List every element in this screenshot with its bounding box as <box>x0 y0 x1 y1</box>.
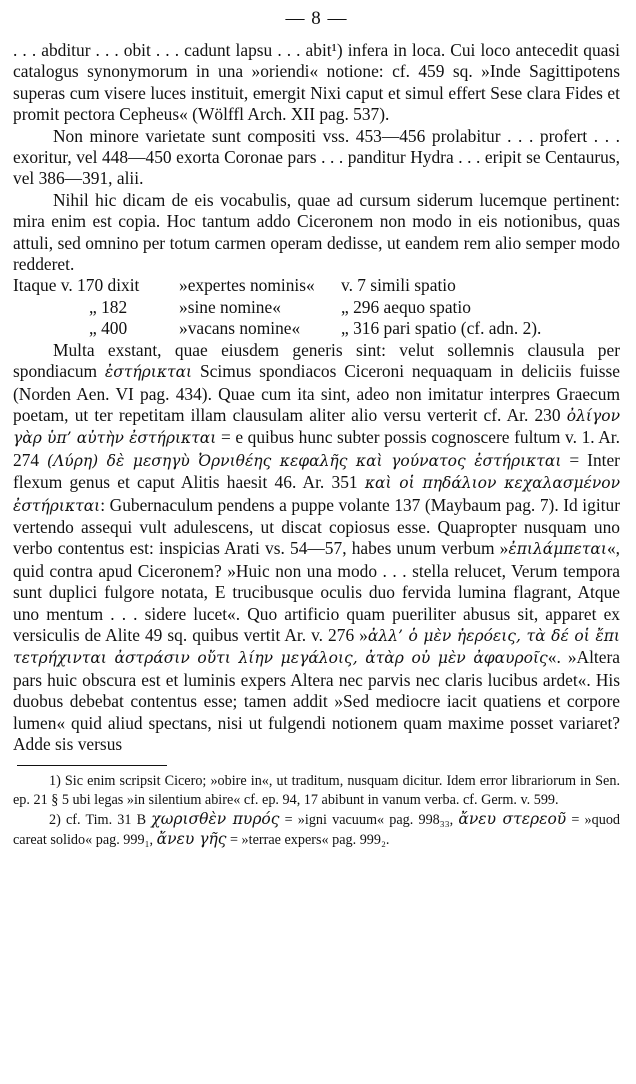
paragraph-multa <box>13 340 620 756</box>
list-mid: »vacans nomine« <box>179 318 301 339</box>
list-mid: »sine nomine« <box>179 296 281 317</box>
text-segment: Scimus spondiacos Ciceroni nequaquam in deliciis fuisse (Norden Aen. VI pag. 434). Quae cum ita sint, adeo non imitatur interpres Graecum poetam, ut ter repetitam illam clausulam aliter alio versu verterit cf. Ar. 230 <box>13 361 620 425</box>
list-left: „ 400 <box>89 318 128 339</box>
text-segment: = »quod careat solido« pag. 999₁, <box>13 812 621 849</box>
text-segment: = e quibus hunc subter possis cognoscere fultum v. 1. Ar. 274 <box>13 427 620 470</box>
greek-quote: (Λύρη) δὲ μεσηγὺ Ὀρνιθέης κεφαλῆς καὶ γούνατος ἐστήρικται <box>47 451 562 470</box>
greek-quote: ἀλλ’ ὁ μὲν ἠερόεις, τὰ δέ οἱ ἔπι τετρήχινται ἀστράσιν οὔτι λίην μεγάλοις, ἀτὰρ οὐ μὲν ἀφαυροῖς <box>13 626 620 668</box>
list-right: „ 316 pari spatio (cf. adn. 2). <box>341 318 542 339</box>
list-mid: »expertes nominis« <box>179 275 315 296</box>
text-segment: = »igni vacuum« pag. 998₃₃, <box>284 812 454 829</box>
paragraph-non-minore: Non minore varietate sunt compositi vss. 453—456 prolabitur . . . profert . . . exoritur, vel 448—450 exorta Coronae pars . . . panditur Hydra . . . eripit se Centaurus, vel 386—391, alii. <box>13 125 620 189</box>
text-segment: Multa exstant, quae eiusdem generis sint: velut sollemnis clausula per spondiacum <box>13 339 620 382</box>
list-right: „ 296 aequo spatio <box>341 296 471 317</box>
paragraph-abditur: . . . abditur . . . obit . . . cadunt lapsu . . . abit¹) infera in loca. Cui loco antecedit quasi catalogus synonymorum in una »oriendi« notione: cf. 459 sq. »Inde Sagittipotens superas cum visere luces instituit, emergit Nixi caput et simul effert Sese clara Fides et promit pectora Cepheus« (Wölffl Arch. XII pag. 537). <box>13 40 620 125</box>
greek-quote: ἐπιλάμπεται <box>508 540 607 559</box>
greek-quote: ἄνευ στερεοῦ <box>458 810 567 829</box>
footnote-2 <box>13 810 620 850</box>
list-row <box>13 318 620 339</box>
text-segment: «. »Altera pars huic obscura est et luminis expers Altera nec parvis nec claris lucibus ardet«. His duobus debebat contentus esse; tamen addit »Sed mediocre iacit quatiens et corpore lumen« quid aliud spectans, nisi ut fulgendi notionem quam maxime posset variaret? Adde sis versus <box>13 647 620 754</box>
greek-quote: καὶ οἱ πηδάλιον κεχαλασμένον ἐστήρικται <box>13 474 621 515</box>
greek-quote: ἐστήρικται <box>104 363 193 382</box>
text-segment: «, quid contra apud Ciceronem? »Huic non una modo . . . stella relucet, Verum tempora sunt duplici fulgore notata, E trucibusque oculis duo fervida lumina flagrant, Atque uno mentum . . . sidere lucet«. Quo artificio quam pueriliter abusus sit, apparet ex versiculis de Alite 49 sq. quibus vertit Ar. v. 276 » <box>13 538 620 645</box>
text-segment: 2) cf. Tim. 31 B <box>49 812 147 829</box>
greek-quote: ὀλίγον γὰρ ὑπ’ αὐτὴν ἐστήρικται <box>13 406 620 448</box>
footnotes <box>13 772 620 850</box>
list-row <box>13 275 620 296</box>
verse-list <box>13 275 620 339</box>
text-segment: = Inter flexum genus et caput Alitis haesit 46. Ar. 351 <box>13 449 620 493</box>
list-right: v. 7 simili spatio <box>341 275 456 296</box>
paragraph-nihil-hic: Nihil hic dicam de eis vocabulis, quae ad cursum siderum lucemque pertinent: mira enim est copia. Hoc tantum addo Ciceronem non modo in eis notionibus, quas attuli, sed omnino per totum carmen operam dedisse, ut eandem rem alio semper modo redderet. <box>13 189 620 275</box>
list-row <box>13 297 620 318</box>
footnote-1: 1) Sic enim scripsit Cicero; »obire in«, ut traditum, nusquam dicitur. Idem error librariorum in Sen. ep. 21 § 5 ubi legas »in silentium abire« cf. ep. 94, 17 abibunt in vanum verba. cf. Germ. v. 599. <box>13 773 620 809</box>
greek-quote: χωρισθὲν πυρός <box>151 810 280 829</box>
list-left: „ 182 <box>89 296 128 317</box>
text-segment: : Gubernaculum pendens a puppe volante 137 (Maybaum pag. 7). Id igitur vertendo assequi vult adulescens, ut discat copiosus esse. Quapropter nusquam uno verbo contentus est: inspicias Arati vs. 54—57, habes unum verbum » <box>13 494 620 559</box>
main-text <box>13 40 620 755</box>
page-number: — 8 — <box>285 8 348 29</box>
text-segment: = »terrae expers« pag. 999₂. <box>229 832 390 849</box>
list-left: Itaque v. 170 dixit <box>13 275 140 296</box>
footnote-divider <box>17 765 167 766</box>
greek-quote: ἄνευ γῆς <box>156 830 227 849</box>
